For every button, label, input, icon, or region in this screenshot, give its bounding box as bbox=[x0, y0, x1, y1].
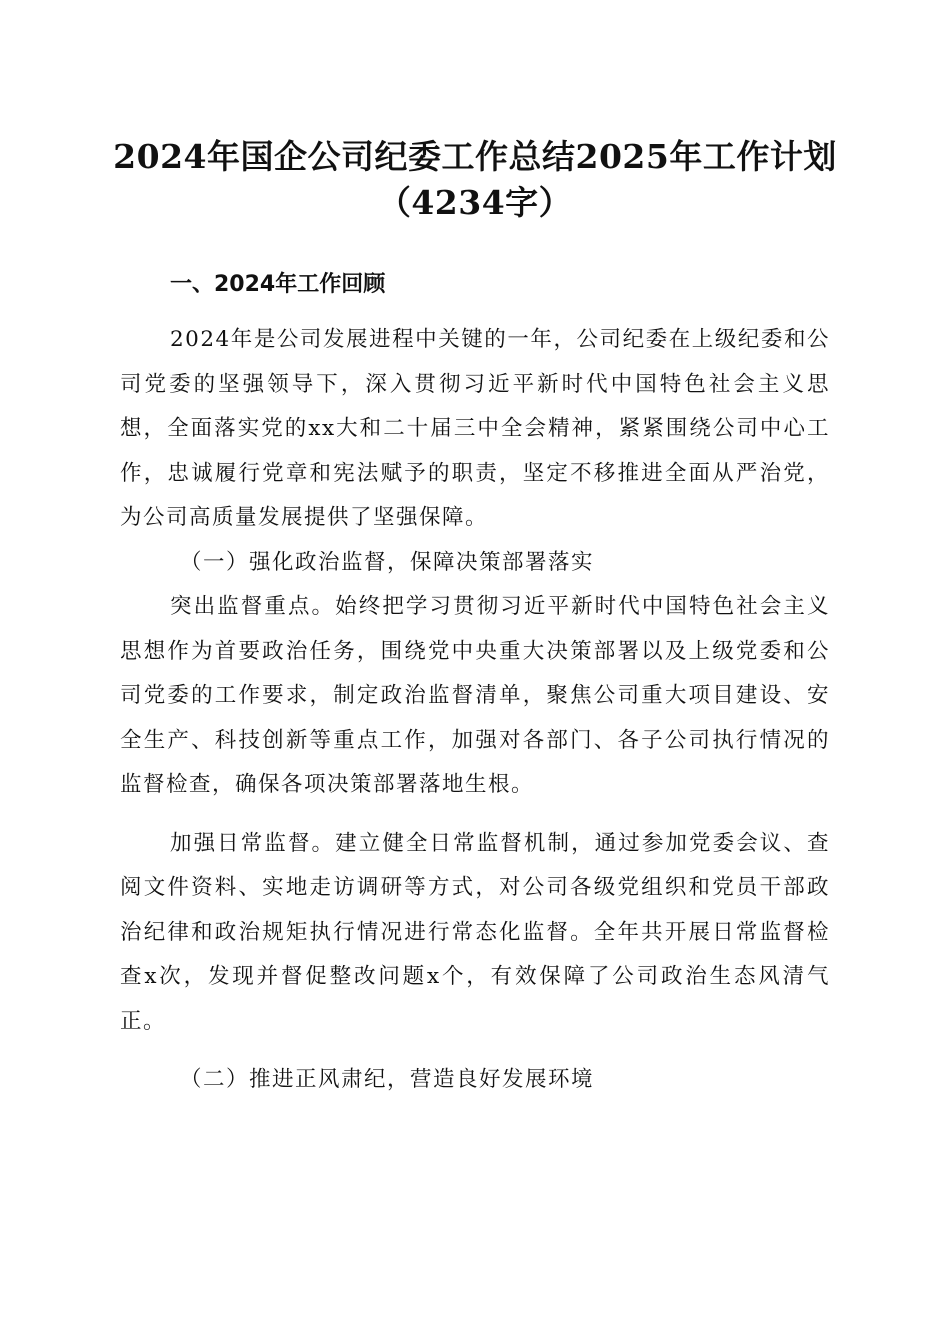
section-intro-paragraph: 2024年是公司发展进程中关键的一年，公司纪委在上级纪委和公司党委的坚强领导下，深入贯彻习近平新时代中国特色社会主义思想，全面落实党的xx大和二十届三中全会精神，紧紧围绕公司中心工作，忠诚履行党章和宪法赋予的职责，坚定不移推进全面从严治党，为公司高质量发展提供了坚强保障。 bbox=[120, 327, 830, 530]
body-paragraph: 加强日常监督。建立健全日常监督机制，通过参加党委会议、查阅文件资料、实地走访调研等方式，对公司各级党组织和党员干部政治纪律和政治规矩执行情况进行常态化监督。全年共开展日常监督检查x次，发现并督促整改问题x个，有效保障了公司政治生态风清气正。 bbox=[120, 830, 830, 1034]
document-title: 2024年国企公司纪委工作总结2025年工作计划（4234字） bbox=[113, 137, 837, 222]
section-heading: 一、2024年工作回顾 bbox=[170, 272, 386, 297]
subsection-heading: （二）推进正风肃纪，营造良好发展环境 bbox=[180, 1067, 595, 1092]
subsection-heading: （一）强化政治监督，保障决策部署落实 bbox=[180, 549, 595, 575]
document-body bbox=[120, 268, 830, 1103]
body-paragraph: 突出监督重点。始终把学习贯彻习近平新时代中国特色社会主义思想作为首要政治任务，围绕党中央重大决策部署以及上级党委和公司党委的工作要求，制定政治监督清单，聚焦公司重大项目建设、安全生产、科技创新等重点工作，加强对各部门、各子公司执行情况的监督检查，确保各项决策部署落地生根。 bbox=[120, 594, 830, 797]
